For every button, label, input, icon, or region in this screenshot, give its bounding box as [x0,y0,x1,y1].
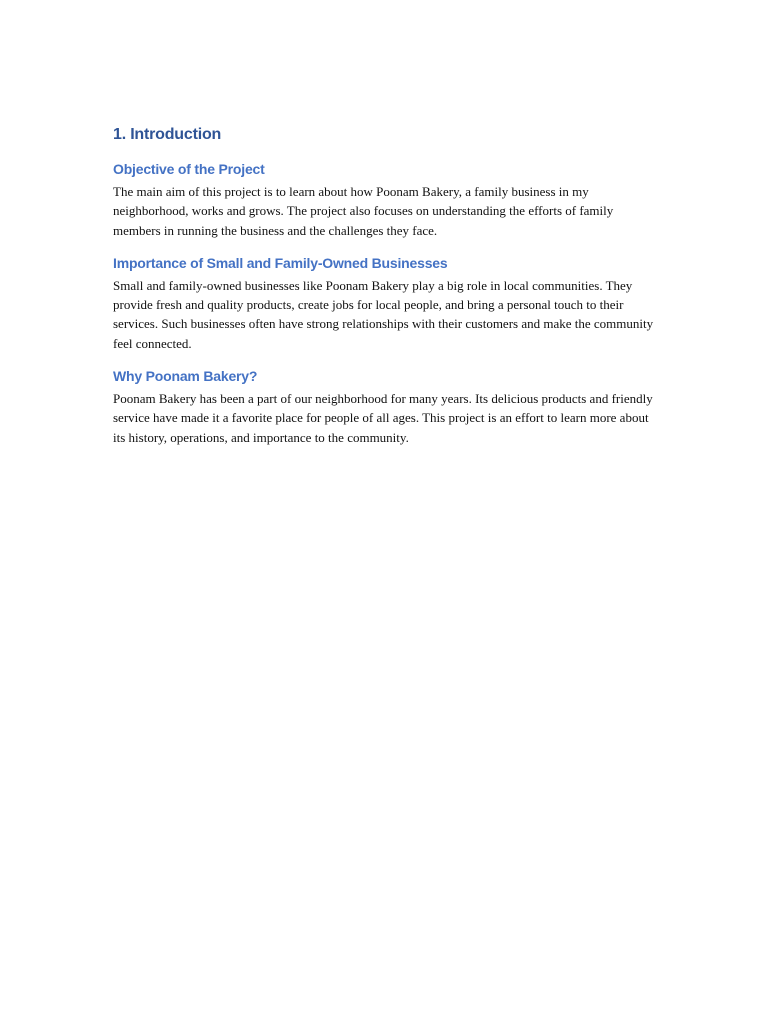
section-why-poonam [113,366,658,447]
section-objective [113,159,658,240]
paragraph-objective: The main aim of this project is to learn about how Poonam Bakery, a family business in my neighborhood, works and grows. The project also focuses on understanding the efforts of family members in running the business and the challenges they face. [113,184,614,238]
subheading-why-poonam: Why Poonam Bakery? [113,368,258,385]
subheading-objective: Objective of the Project [113,161,265,177]
document-content [113,124,658,460]
section-heading: 1. Introduction [113,126,222,143]
paragraph-why-poonam: Poonam Bakery has been a part of our neighborhood for many years. Its delicious products and friendly service have made it a favorite place for people of all ages. This project is an effort to learn more about its history, operations, and importance to the community. [113,391,653,445]
paragraph-importance: Small and family-owned businesses like Poonam Bakery play a big role in local communities. They provide fresh and quality products, create jobs for local people, and bring a personal touch to their services. Such businesses often have strong relationships with their customers and make the community feel connected. [113,277,654,351]
subheading-importance: Importance of Small and Family-Owned Businesses [113,254,448,271]
section-importance [113,253,658,353]
